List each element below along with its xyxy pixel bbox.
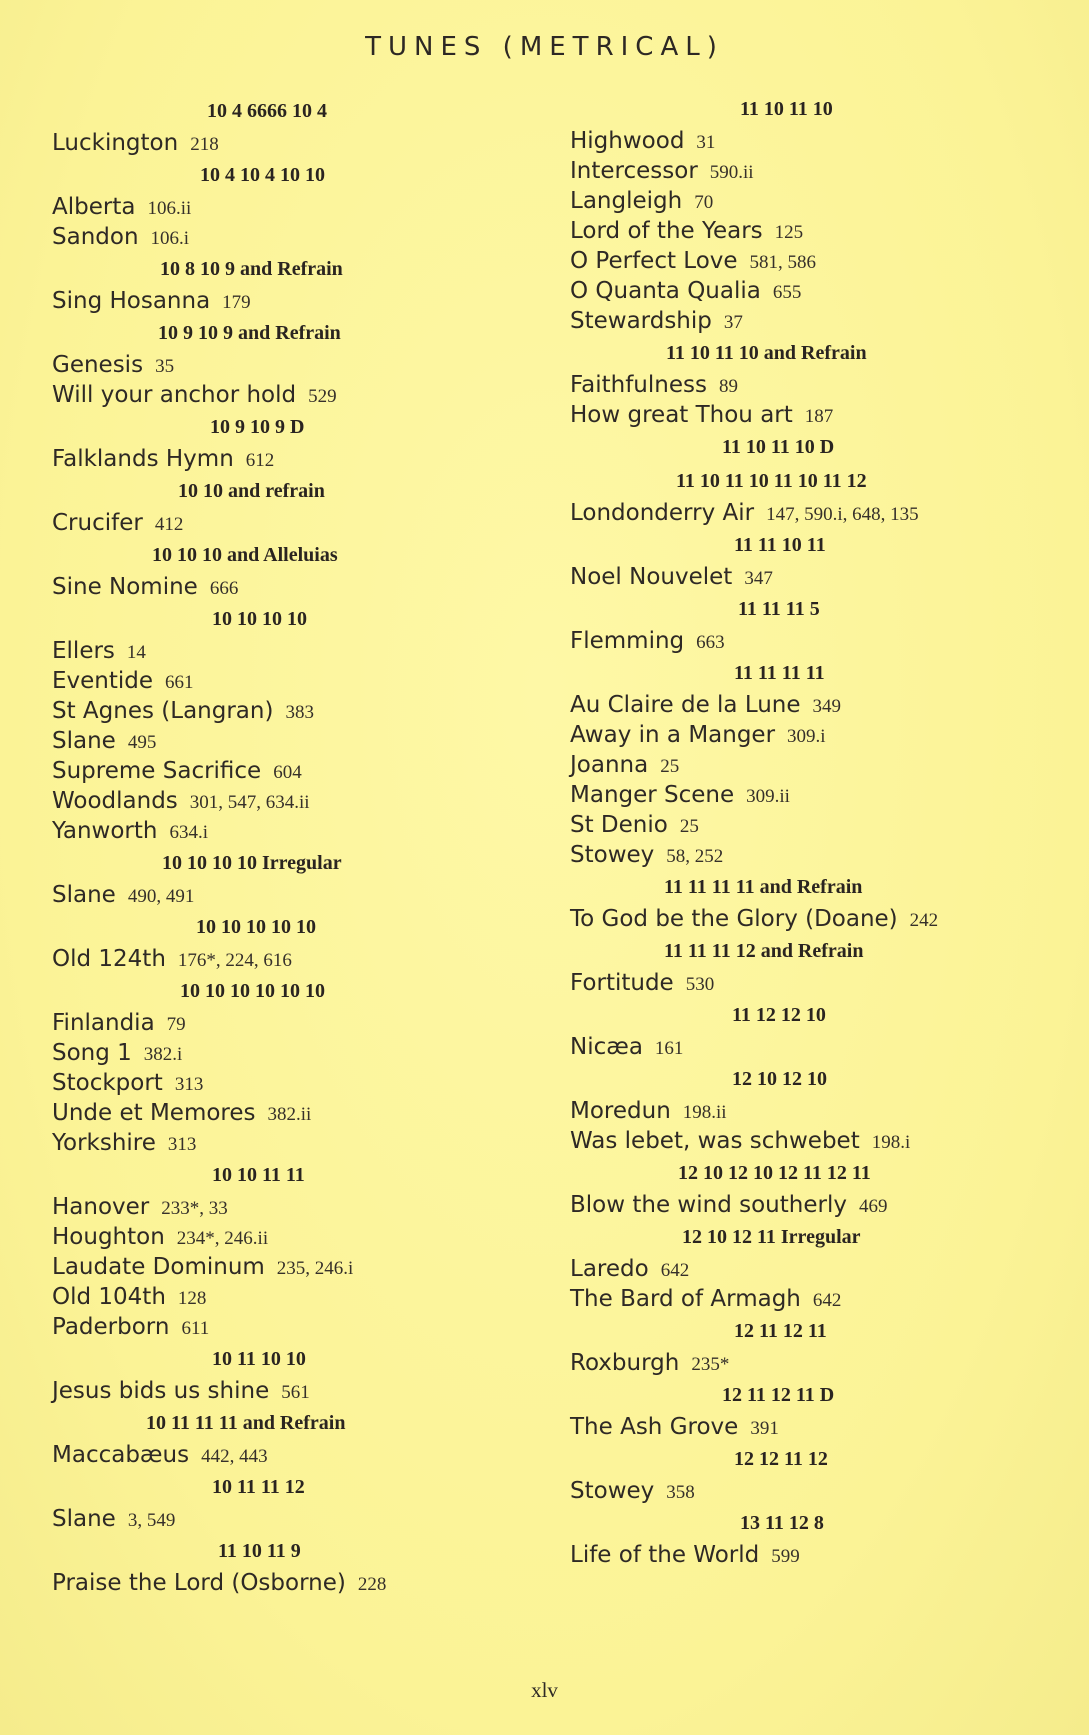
tune-name: Away in a Manger (570, 722, 776, 748)
hymn-numbers: 25 (679, 816, 699, 837)
hymn-numbers: 89 (718, 376, 738, 397)
meter-heading: 10 9 10 9 D (210, 416, 305, 438)
hymn-numbers: 35 (155, 356, 175, 377)
tune-entry (52, 1008, 492, 1038)
tune-name: Stewardship (570, 308, 712, 334)
hymn-numbers: 383 (285, 702, 314, 723)
hymn-numbers: 347 (744, 568, 773, 589)
tune-entry (52, 1038, 492, 1068)
tune-entry (52, 1252, 492, 1282)
tune-name: Alberta (52, 194, 136, 220)
hymn-numbers: 391 (750, 1418, 779, 1439)
meter-heading: 12 10 12 10 12 11 12 11 (678, 1162, 871, 1184)
tune-entry (570, 370, 1070, 400)
hymn-numbers: 663 (696, 632, 725, 653)
meter-heading: 11 11 11 12 and Refrain (664, 940, 864, 962)
meter-heading: 11 11 11 5 (738, 598, 820, 620)
tune-entry (570, 720, 1070, 750)
tune-entry (570, 126, 1070, 156)
tune-entry (52, 1440, 492, 1470)
tune-name: Luckington (52, 130, 179, 156)
hymn-numbers: 235* (691, 1354, 730, 1375)
hymn-numbers: 612 (245, 450, 275, 471)
hymn-numbers: 490, 491 (127, 886, 195, 907)
hymn-numbers: 3, 549 (127, 1510, 176, 1531)
tune-name: Fortitude (570, 970, 674, 996)
tune-entry (570, 1348, 1070, 1378)
meter-heading: 12 11 12 11 D (722, 1384, 835, 1406)
meter-heading: 12 10 12 10 (732, 1068, 827, 1090)
meter-heading: 10 11 10 10 (212, 1348, 306, 1370)
hymn-numbers: 233*, 33 (161, 1198, 228, 1219)
tune-entry (52, 1128, 492, 1158)
tune-entry (570, 562, 1070, 592)
tune-name: Paderborn (52, 1314, 170, 1340)
tune-name: Au Claire de la Lune (570, 692, 801, 718)
tune-entry (570, 810, 1070, 840)
tune-entry (570, 626, 1070, 656)
meter-heading: 11 10 11 10 11 10 11 12 (676, 470, 867, 492)
hymn-numbers: 309.i (787, 726, 826, 747)
hymn-numbers: 25 (660, 756, 680, 777)
hymn-numbers: 590.ii (709, 162, 754, 183)
tune-name: St Denio (570, 812, 668, 838)
tune-name: Life of the World (570, 1542, 760, 1568)
page-title: TUNES (METRICAL) (365, 32, 724, 62)
meter-heading: 10 10 10 and Alleluias (152, 544, 338, 566)
tune-entry (52, 696, 492, 726)
hymn-numbers: 382.i (143, 1044, 183, 1065)
tune-name: Joanna (570, 752, 649, 778)
tune-name: Song 1 (52, 1040, 132, 1066)
tune-name: Houghton (52, 1224, 165, 1250)
tune-name: Was lebet, was schwebet (570, 1128, 860, 1154)
tune-name: Stowey (570, 842, 655, 868)
tune-name: Lord of the Years (570, 218, 763, 244)
tune-name: Sine Nomine (52, 574, 198, 600)
tune-entry (570, 1096, 1070, 1126)
tune-name: Maccabæus (52, 1442, 190, 1468)
tune-entry (52, 128, 492, 158)
tune-name: Sandon (52, 224, 139, 250)
hymn-numbers: 561 (281, 1382, 310, 1403)
tune-name: Noel Nouvelet (570, 564, 733, 590)
meter-heading: 13 11 12 8 (740, 1512, 824, 1534)
tune-entry (570, 1254, 1070, 1284)
tune-name: Finlandia (52, 1010, 155, 1036)
hymn-numbers: 79 (166, 1014, 186, 1035)
tune-entry (52, 1098, 492, 1128)
hymn-numbers: 176*, 224, 616 (177, 950, 292, 971)
right-column (570, 92, 1070, 1570)
hymn-numbers: 106.i (150, 228, 190, 249)
tune-entry (52, 1068, 492, 1098)
hymn-numbers: 228 (357, 1574, 387, 1595)
tune-name: Falklands Hymn (52, 446, 234, 472)
meter-heading: 11 10 11 9 (218, 1540, 301, 1562)
tune-name: Roxburgh (570, 1350, 680, 1376)
tune-entry (570, 1540, 1070, 1570)
tune-entry (570, 1126, 1070, 1156)
tune-entry (52, 508, 492, 538)
hymn-numbers: 242 (909, 910, 939, 931)
tune-name: Slane (52, 728, 116, 754)
tune-entry (52, 1376, 492, 1406)
hymn-numbers: 642 (660, 1260, 690, 1281)
tune-entry (570, 306, 1070, 336)
hymn-numbers: 604 (273, 762, 302, 783)
tune-name: Langleigh (570, 188, 683, 214)
tune-name: To God be the Glory (Doane) (570, 906, 898, 932)
hymn-numbers: 442, 443 (201, 1446, 268, 1467)
hymn-numbers: 301, 547, 634.ii (189, 792, 310, 813)
hymn-numbers: 161 (654, 1038, 684, 1059)
hymn-numbers: 666 (209, 578, 239, 599)
meter-heading: 10 9 10 9 and Refrain (158, 322, 341, 344)
meter-heading: 10 10 10 10 10 10 (180, 980, 325, 1002)
hymn-numbers: 125 (774, 222, 804, 243)
hymn-numbers: 661 (165, 672, 194, 693)
tune-name: The Bard of Armagh (570, 1286, 801, 1312)
meter-heading: 10 10 11 11 (212, 1164, 305, 1186)
tune-entry (52, 350, 492, 380)
tune-name: Laredo (570, 1256, 649, 1282)
hymn-numbers: 179 (222, 292, 251, 313)
tune-name: Ellers (52, 638, 115, 664)
hymn-numbers: 581, 586 (749, 252, 817, 273)
tune-entry (52, 572, 492, 602)
tune-name: Blow the wind southerly (570, 1192, 847, 1218)
tune-name: Moredun (570, 1098, 671, 1124)
meter-heading: 10 4 10 4 10 10 (200, 164, 325, 186)
hymn-numbers: 530 (685, 974, 715, 995)
tune-name: Londonderry Air (570, 500, 755, 526)
meter-heading: 10 4 6666 10 4 (207, 100, 327, 122)
meter-heading: 10 11 11 11 and Refrain (146, 1412, 346, 1434)
tune-entry (570, 904, 1070, 934)
tune-entry (570, 780, 1070, 810)
tune-entry (570, 1476, 1070, 1506)
tune-entry (52, 786, 492, 816)
tune-name: Eventide (52, 668, 154, 694)
meter-heading: 11 10 11 10 D (722, 436, 835, 458)
page-number: xlv (531, 1678, 558, 1702)
meter-heading: 10 10 10 10 10 (196, 916, 316, 938)
hymn-numbers: 309.ii (746, 786, 790, 807)
meter-heading: 12 12 11 12 (734, 1448, 828, 1470)
tune-name: How great Thou art (570, 402, 793, 428)
tune-name: O Quanta Qualia (570, 278, 761, 304)
meter-heading: 10 8 10 9 and Refrain (160, 258, 343, 280)
left-column (52, 94, 492, 1598)
tune-entry (570, 840, 1070, 870)
hymn-numbers: 198.ii (682, 1102, 727, 1123)
meter-heading: 11 11 11 11 and Refrain (664, 876, 863, 898)
tune-entry (570, 1032, 1070, 1062)
tune-name: Yanworth (52, 818, 158, 844)
tune-name: Crucifer (52, 510, 143, 536)
tune-name: St Agnes (Langran) (52, 698, 274, 724)
tune-entry (52, 380, 492, 410)
tune-name: Old 124th (52, 946, 166, 972)
tune-entry (570, 1190, 1070, 1220)
tune-entry (52, 286, 492, 316)
tune-entry (52, 636, 492, 666)
hymn-numbers: 358 (666, 1482, 695, 1503)
hymn-numbers: 234*, 246.ii (176, 1228, 269, 1249)
tune-name: Stowey (570, 1478, 655, 1504)
hymn-numbers: 611 (181, 1318, 210, 1339)
hymn-numbers: 128 (177, 1288, 207, 1309)
meter-heading: 10 10 and refrain (178, 480, 325, 502)
tune-entry (570, 1284, 1070, 1314)
tune-entry (570, 156, 1070, 186)
meter-heading: 11 11 11 11 (734, 662, 825, 684)
tune-entry (52, 944, 492, 974)
tune-name: Flemming (570, 628, 685, 654)
meter-heading: 11 10 11 10 and Refrain (666, 342, 867, 364)
tune-entry (570, 498, 1070, 528)
hymn-numbers: 642 (812, 1290, 842, 1311)
tune-entry (570, 216, 1070, 246)
tune-entry (52, 444, 492, 474)
meter-heading: 11 11 10 11 (734, 534, 826, 556)
meter-heading: 12 10 12 11 Irregular (682, 1226, 861, 1248)
tune-entry (570, 750, 1070, 780)
tune-entry (52, 666, 492, 696)
tune-entry (52, 222, 492, 252)
tune-name: Highwood (570, 128, 685, 154)
meter-heading: 11 10 11 10 (740, 98, 833, 120)
hymn-numbers: 313 (167, 1134, 197, 1155)
hymn-numbers: 634.i (169, 822, 209, 843)
tune-entry (52, 1504, 492, 1534)
hymn-numbers: 198.i (871, 1132, 911, 1153)
hymn-numbers: 106.ii (147, 198, 192, 219)
meter-heading: 10 11 11 12 (212, 1476, 305, 1498)
meter-heading: 10 10 10 10 (212, 608, 307, 630)
tune-name: Unde et Memores (52, 1100, 256, 1126)
tune-name: Laudate Dominum (52, 1254, 265, 1280)
hymn-numbers: 655 (772, 282, 802, 303)
tune-entry (52, 726, 492, 756)
tune-name: The Ash Grove (570, 1414, 739, 1440)
tune-entry (52, 756, 492, 786)
tune-name: Genesis (52, 352, 144, 378)
tune-name: Supreme Sacrifice (52, 758, 262, 784)
tune-name: Woodlands (52, 788, 178, 814)
meter-heading: 12 11 12 11 (734, 1320, 827, 1342)
tune-entry (570, 276, 1070, 306)
hymn-numbers: 70 (694, 192, 714, 213)
tune-entry (52, 1222, 492, 1252)
hymn-numbers: 37 (723, 312, 743, 333)
tune-entry (570, 690, 1070, 720)
tune-name: Slane (52, 882, 116, 908)
tune-name: Praise the Lord (Osborne) (52, 1570, 346, 1596)
tune-name: Sing Hosanna (52, 288, 211, 314)
tune-entry (570, 246, 1070, 276)
tune-name: Stockport (52, 1070, 163, 1096)
hymn-numbers: 469 (858, 1196, 888, 1217)
tune-name: Jesus bids us shine (52, 1378, 270, 1404)
tune-entry (52, 192, 492, 222)
hymn-numbers: 31 (696, 132, 716, 153)
hymn-numbers: 14 (126, 642, 146, 663)
hymn-numbers: 218 (190, 134, 219, 155)
hymn-numbers: 147, 590.i, 648, 135 (766, 504, 919, 525)
tune-entry (570, 1412, 1070, 1442)
tune-entry (570, 186, 1070, 216)
tune-name: Hanover (52, 1194, 150, 1220)
tune-entry (52, 1282, 492, 1312)
tune-entry (52, 816, 492, 846)
tune-name: Will your anchor hold (52, 382, 297, 408)
hymn-numbers: 187 (804, 406, 834, 427)
tune-name: Yorkshire (52, 1130, 156, 1156)
tune-entry (52, 880, 492, 910)
tune-name: O Perfect Love (570, 248, 738, 274)
tune-name: Slane (52, 1506, 116, 1532)
hymn-numbers: 529 (308, 386, 337, 407)
hymn-numbers: 313 (174, 1074, 204, 1095)
tune-entry (570, 968, 1070, 998)
tune-name: Nicæa (570, 1034, 643, 1060)
hymn-numbers: 58, 252 (666, 846, 724, 867)
hymn-numbers: 382.ii (267, 1104, 312, 1125)
meter-heading: 10 10 10 10 Irregular (162, 852, 342, 874)
hymn-numbers: 235, 246.i (276, 1258, 354, 1279)
hymn-numbers: 412 (154, 514, 184, 535)
tune-entry (570, 400, 1070, 430)
tune-entry (52, 1312, 492, 1342)
tune-entry (52, 1192, 492, 1222)
hymn-numbers: 495 (127, 732, 157, 753)
tune-entry (52, 1568, 492, 1598)
tune-name: Faithfulness (570, 372, 707, 398)
tune-name: Old 104th (52, 1284, 166, 1310)
meter-heading: 11 12 12 10 (732, 1004, 826, 1026)
hymn-numbers: 349 (812, 696, 842, 717)
hymn-numbers: 599 (771, 1546, 800, 1567)
tune-name: Intercessor (570, 158, 698, 184)
tune-name: Manger Scene (570, 782, 735, 808)
